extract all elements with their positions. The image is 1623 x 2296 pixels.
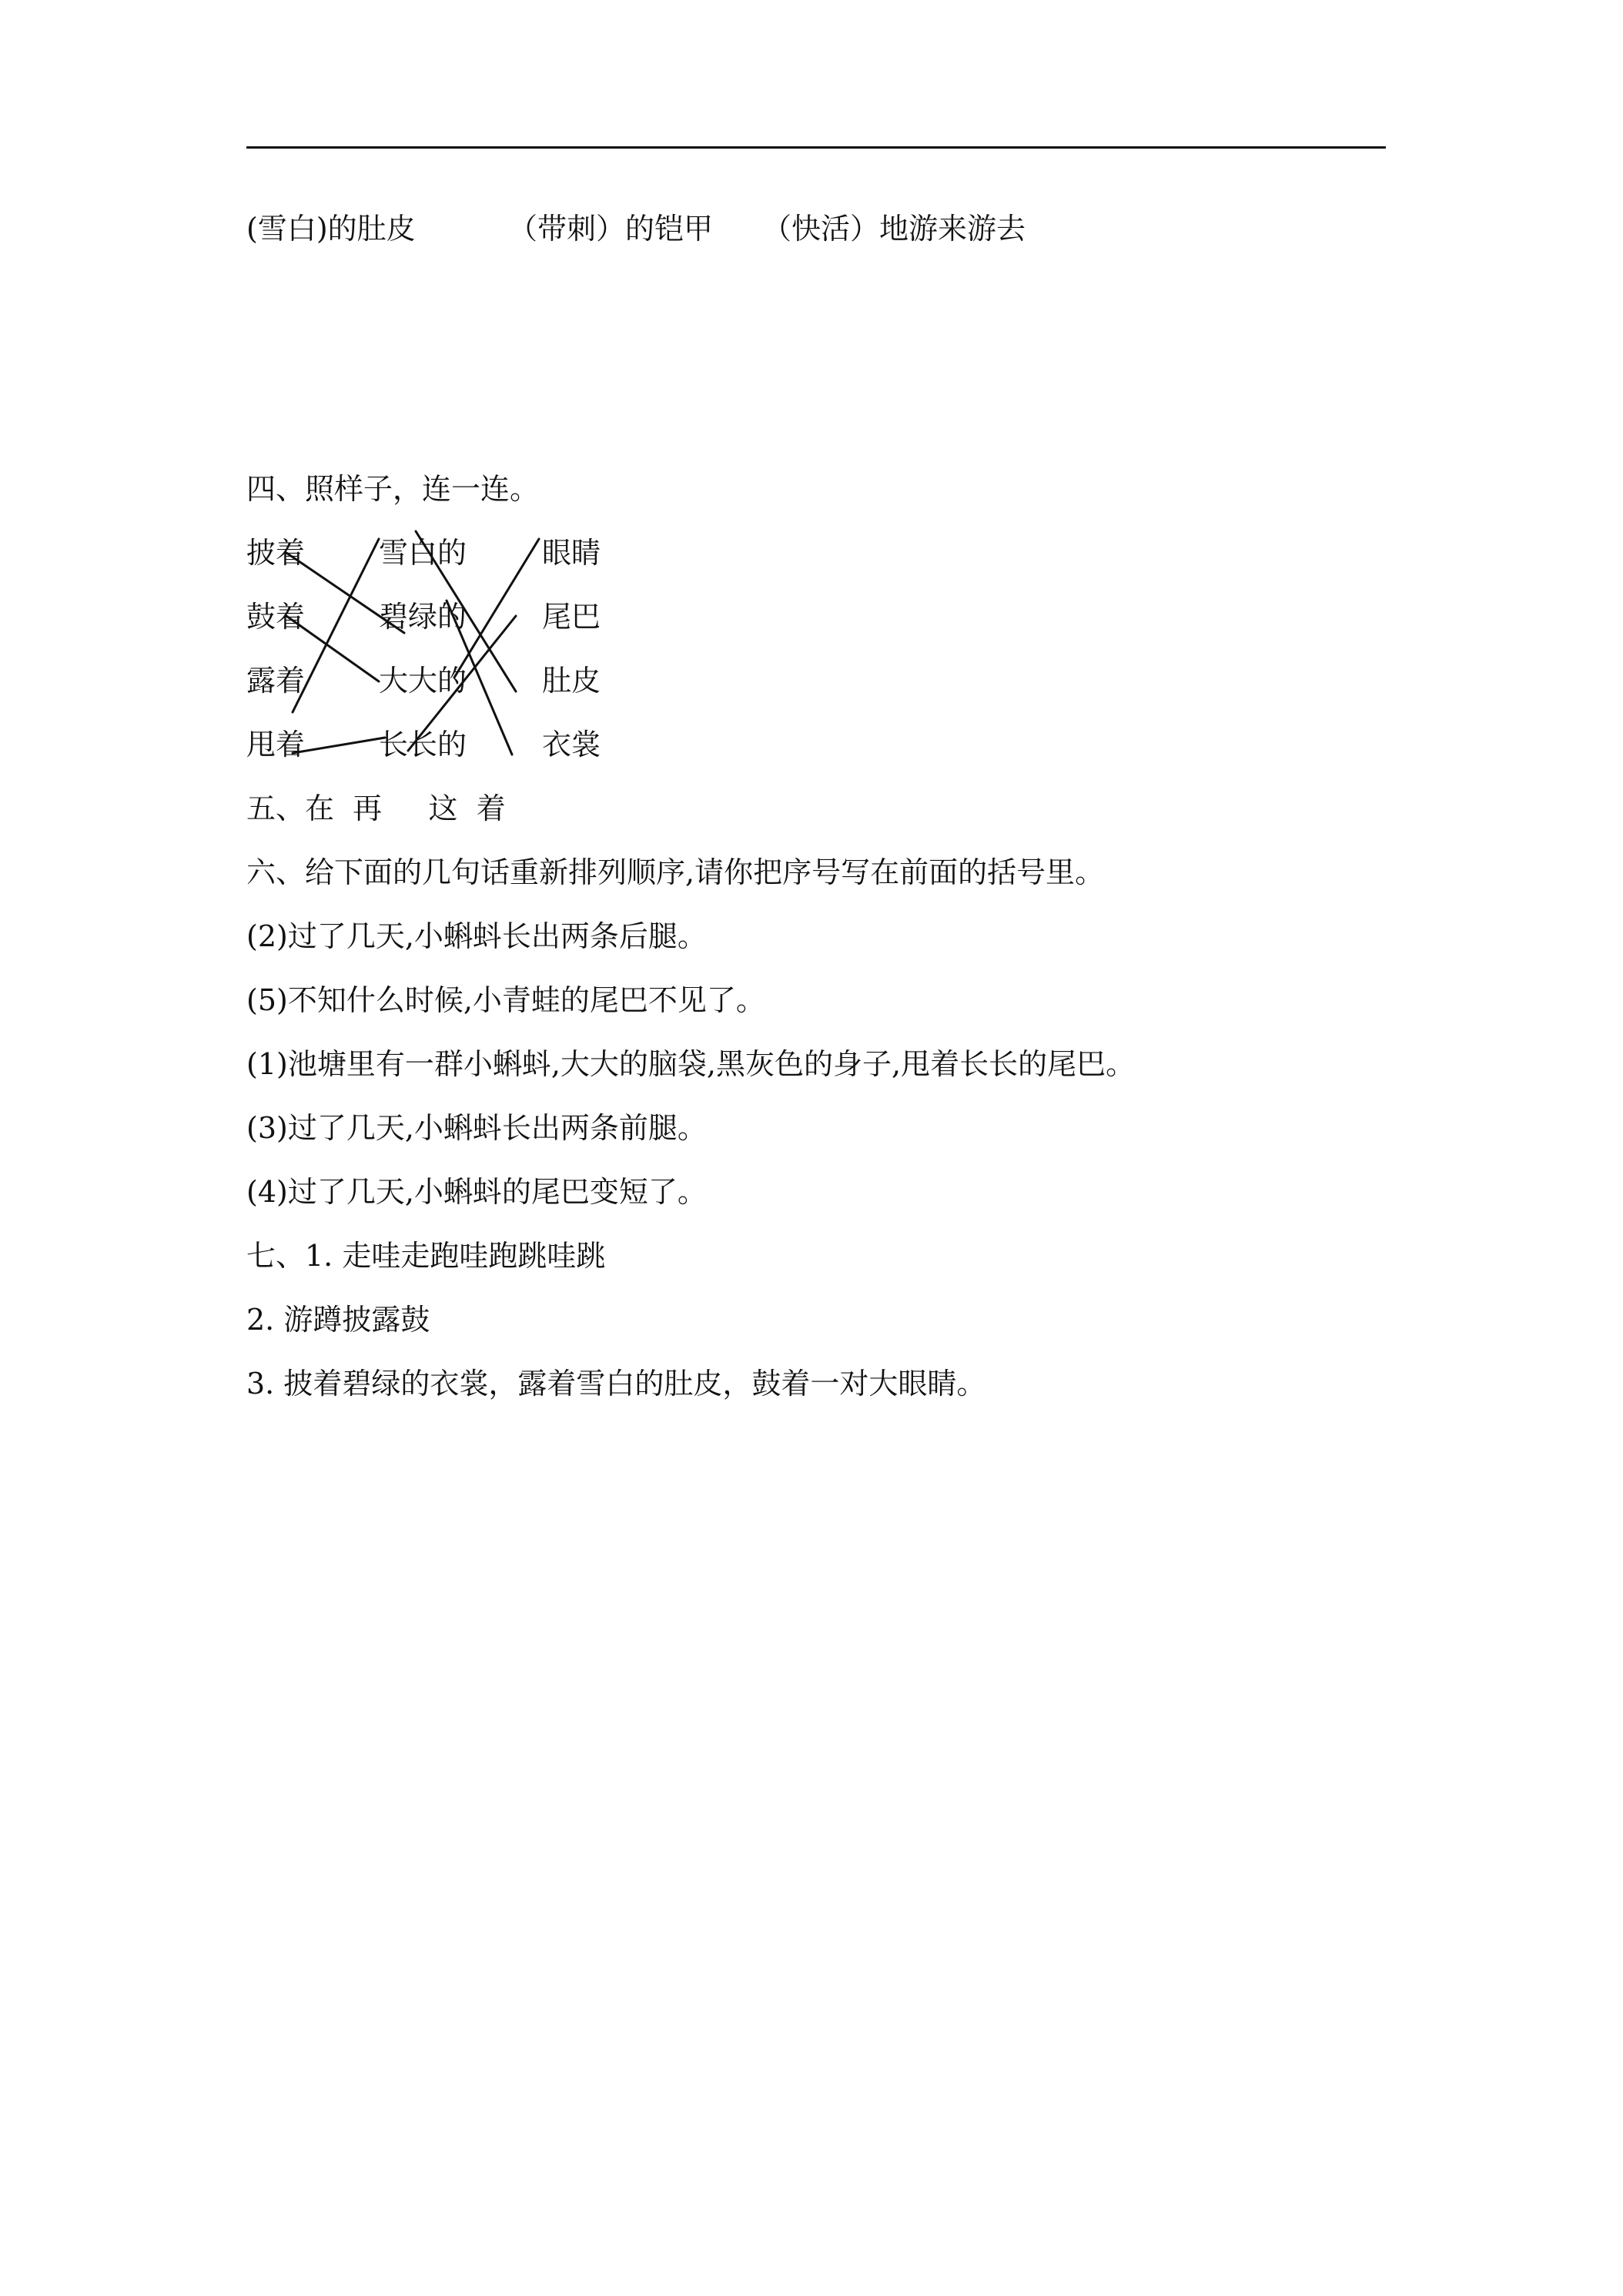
match-line	[286, 553, 404, 633]
match-noun: 肚皮	[542, 664, 601, 698]
match-line	[454, 539, 539, 678]
order-sentence: (3)过了几天,小蝌蚪长出两条前腿。	[246, 1111, 707, 1145]
section-7-line-2: 2. 游蹲披露鼓	[246, 1303, 430, 1337]
match-noun: 尾巴	[542, 600, 601, 634]
phrase-item: （快活）地游来游去	[762, 212, 1026, 246]
match-adjective: 长长的	[379, 728, 467, 761]
order-sentence: (5)不知什么时候,小青蛙的尾巴不见了。	[246, 983, 765, 1017]
section-4-title: 四、照样子，连一连。	[246, 472, 540, 506]
section-7-line-1: 七、1. 走哇走跑哇跑跳哇跳	[246, 1239, 606, 1273]
phrase-item: (雪白)的肚皮	[246, 212, 416, 246]
order-sentence: (1)池塘里有一群小蝌蚪,大大的脑袋,黑灰色的身子,甩着长长的尾巴。	[246, 1047, 1136, 1081]
match-line	[447, 601, 512, 755]
order-sentence: (2)过了几天,小蝌蚪长出两条后腿。	[246, 919, 707, 953]
match-line	[416, 531, 516, 691]
order-sentence: (4)过了几天,小蝌蚪的尾巴变短了。	[246, 1175, 707, 1209]
section-5: 五、在 再 这 着	[246, 792, 506, 825]
match-adjective: 雪白的	[379, 536, 467, 570]
match-adjective: 碧绿的	[379, 600, 467, 634]
match-verb: 甩着	[246, 728, 306, 761]
section-7-line-3: 3. 披着碧绿的衣裳，露着雪白的肚皮，鼓着一对大眼睛。	[246, 1367, 986, 1401]
match-line	[293, 738, 385, 753]
match-verb: 露着	[246, 664, 306, 698]
match-noun: 眼睛	[542, 536, 601, 570]
match-noun: 衣裳	[542, 728, 601, 761]
match-verb: 披着	[246, 536, 306, 570]
phrase-item: （带刺）的铠甲	[508, 212, 714, 246]
match-line	[286, 616, 379, 681]
match-adjective: 大大的	[379, 664, 467, 698]
section-6-title: 六、给下面的几句话重新排列顺序,请你把序号写在前面的括号里。	[246, 855, 1105, 889]
match-verb: 鼓着	[246, 600, 306, 634]
